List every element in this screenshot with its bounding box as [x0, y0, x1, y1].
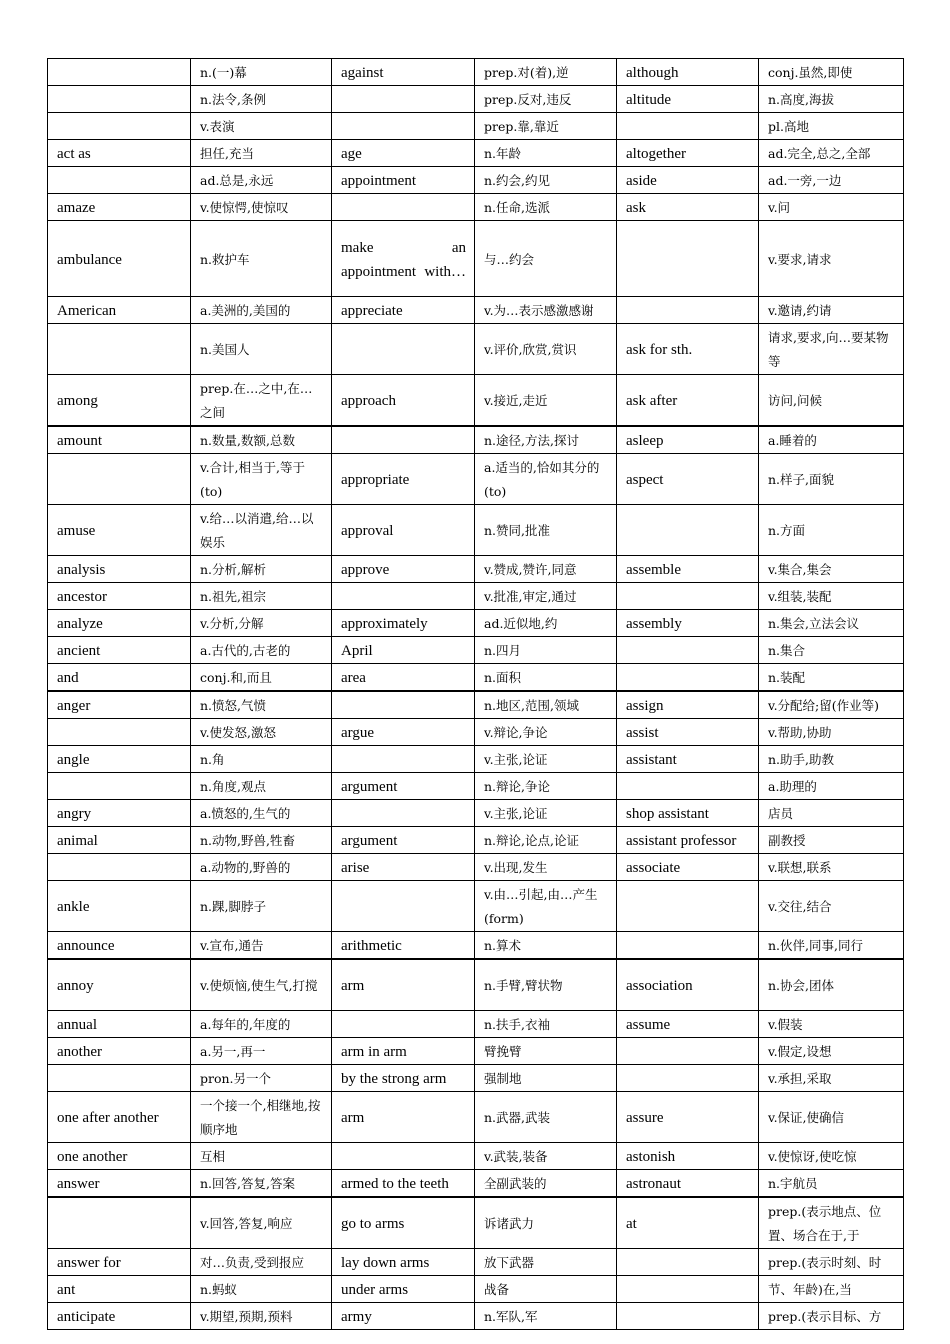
meaning-cell: v.给…以消遣,给…以娱乐	[191, 505, 332, 556]
word-cell: arm in arm	[332, 1037, 475, 1064]
word-cell	[332, 324, 475, 375]
word-cell: altitude	[617, 86, 759, 113]
meaning-cell: a.美洲的,美国的	[191, 297, 332, 324]
meaning-cell: a.助理的	[759, 773, 904, 800]
table-row	[48, 1064, 904, 1091]
meaning-cell: n.地区,范围,领域	[475, 691, 617, 719]
word-cell: amount	[48, 426, 191, 454]
word-cell: armed to the teeth	[332, 1169, 475, 1197]
word-cell: and	[48, 664, 191, 692]
table-row	[48, 1010, 904, 1037]
meaning-cell: v.主张,论证	[475, 800, 617, 827]
meaning-cell: conj.虽然,即使	[759, 59, 904, 86]
word-cell: aspect	[617, 454, 759, 505]
table-row	[48, 221, 904, 297]
meaning-cell: 臂挽臂	[475, 1037, 617, 1064]
word-cell: among	[48, 375, 191, 427]
meaning-cell: n.途径,方法,探讨	[475, 426, 617, 454]
meaning-cell: 诉诸武力	[475, 1197, 617, 1249]
word-cell: arithmetic	[332, 932, 475, 960]
word-cell: approach	[332, 375, 475, 427]
word-cell	[617, 297, 759, 324]
word-cell: assign	[617, 691, 759, 719]
word-cell: arm	[332, 959, 475, 1010]
table-row	[48, 773, 904, 800]
meaning-cell: n.蚂蚁	[191, 1275, 332, 1302]
meaning-cell: n.辩论,争论	[475, 773, 617, 800]
word-cell: approximately	[332, 610, 475, 637]
meaning-cell: 店员	[759, 800, 904, 827]
table-row	[48, 1302, 904, 1329]
meaning-cell: n.踝,脚脖子	[191, 881, 332, 932]
table-row	[48, 583, 904, 610]
word-cell: another	[48, 1037, 191, 1064]
table-row	[48, 1248, 904, 1275]
meaning-cell: v.评价,欣赏,赏识	[475, 324, 617, 375]
word-cell	[617, 664, 759, 692]
meaning-cell: 战备	[475, 1275, 617, 1302]
word-cell	[48, 773, 191, 800]
meaning-cell: n.面积	[475, 664, 617, 692]
meaning-cell: 节、年龄)在,当	[759, 1275, 904, 1302]
meaning-cell: n.扶手,衣袖	[475, 1010, 617, 1037]
word-cell: analysis	[48, 556, 191, 583]
meaning-cell: n.协会,团体	[759, 959, 904, 1010]
meaning-cell: ad.总是,永远	[191, 167, 332, 194]
word-cell: animal	[48, 827, 191, 854]
meaning-cell: v.要求,请求	[759, 221, 904, 297]
word-cell: angry	[48, 800, 191, 827]
word-cell: assistant	[617, 746, 759, 773]
word-cell: assure	[617, 1091, 759, 1142]
meaning-cell: 放下武器	[475, 1248, 617, 1275]
word-cell: approve	[332, 556, 475, 583]
word-cell	[48, 86, 191, 113]
word-cell: altogether	[617, 140, 759, 167]
word-cell: American	[48, 297, 191, 324]
table-row	[48, 426, 904, 454]
word-cell	[332, 1142, 475, 1169]
meaning-cell: n.助手,助教	[759, 746, 904, 773]
meaning-cell: v.假装	[759, 1010, 904, 1037]
meaning-cell: a.适当的,恰如其分的(to)	[475, 454, 617, 505]
table-row	[48, 454, 904, 505]
meaning-cell: v.使惊讶,使吃惊	[759, 1142, 904, 1169]
meaning-cell: v.分析,分解	[191, 610, 332, 637]
meaning-cell: prep.(表示时刻、时	[759, 1248, 904, 1275]
word-cell	[332, 113, 475, 140]
meaning-cell: v.使烦恼,使生气,打搅	[191, 959, 332, 1010]
word-cell: answer for	[48, 1248, 191, 1275]
word-cell: act as	[48, 140, 191, 167]
meaning-cell: n.回答,答复,答案	[191, 1169, 332, 1197]
meaning-cell: v.假定,设想	[759, 1037, 904, 1064]
meaning-cell: v.出现,发生	[475, 854, 617, 881]
meaning-cell: n.愤怒,气愤	[191, 691, 332, 719]
table-row	[48, 113, 904, 140]
word-cell: arm	[332, 1091, 475, 1142]
vocabulary-page	[47, 58, 903, 1330]
word-cell	[332, 426, 475, 454]
meaning-cell: 一个接一个,相继地,按顺序地	[191, 1091, 332, 1142]
meaning-cell: n.集合	[759, 637, 904, 664]
meaning-cell: v.宣布,通告	[191, 932, 332, 960]
word-cell	[332, 881, 475, 932]
word-cell: anger	[48, 691, 191, 719]
word-cell	[617, 1064, 759, 1091]
word-cell: ancestor	[48, 583, 191, 610]
table-row	[48, 719, 904, 746]
meaning-cell: v.帮助,协助	[759, 719, 904, 746]
word-cell: argument	[332, 827, 475, 854]
table-row	[48, 167, 904, 194]
word-cell	[332, 583, 475, 610]
word-cell: ant	[48, 1275, 191, 1302]
meaning-cell: n.装配	[759, 664, 904, 692]
word-cell: one another	[48, 1142, 191, 1169]
table-row	[48, 1197, 904, 1249]
word-cell: April	[332, 637, 475, 664]
table-row	[48, 854, 904, 881]
word-cell: ask after	[617, 375, 759, 427]
word-cell: against	[332, 59, 475, 86]
meaning-cell: n.武器,武装	[475, 1091, 617, 1142]
table-row	[48, 691, 904, 719]
word-cell	[617, 881, 759, 932]
word-cell	[617, 637, 759, 664]
word-cell: at	[617, 1197, 759, 1249]
word-cell: ask	[617, 194, 759, 221]
word-cell	[48, 719, 191, 746]
word-cell	[48, 324, 191, 375]
word-cell	[332, 691, 475, 719]
word-cell	[332, 194, 475, 221]
meaning-cell: n.样子,面貌	[759, 454, 904, 505]
meaning-cell: conj.和,而且	[191, 664, 332, 692]
word-cell	[48, 854, 191, 881]
word-cell: make an appointment with…	[332, 221, 475, 297]
word-cell	[617, 1302, 759, 1329]
meaning-cell: v.回答,答复,响应	[191, 1197, 332, 1249]
meaning-cell: n.任命,选派	[475, 194, 617, 221]
meaning-cell: n.救护车	[191, 221, 332, 297]
word-cell: under arms	[332, 1275, 475, 1302]
meaning-cell: n.伙伴,同事,同行	[759, 932, 904, 960]
meaning-cell: a.每年的,年度的	[191, 1010, 332, 1037]
word-cell	[617, 773, 759, 800]
meaning-cell: v.交往,结合	[759, 881, 904, 932]
meaning-cell: v.由…引起,由…产生(form)	[475, 881, 617, 932]
word-cell	[617, 1248, 759, 1275]
meaning-cell: n.美国人	[191, 324, 332, 375]
meaning-cell: n.数量,数额,总数	[191, 426, 332, 454]
meaning-cell: n.军队,军	[475, 1302, 617, 1329]
meaning-cell: a.动物的,野兽的	[191, 854, 332, 881]
word-cell: arise	[332, 854, 475, 881]
word-cell	[617, 1275, 759, 1302]
word-cell	[48, 454, 191, 505]
word-cell: assist	[617, 719, 759, 746]
meaning-cell: 全副武装的	[475, 1169, 617, 1197]
table-row	[48, 827, 904, 854]
table-row	[48, 1142, 904, 1169]
word-cell: annual	[48, 1010, 191, 1037]
meaning-cell: v.为…表示感激感谢	[475, 297, 617, 324]
meaning-cell: prep.(表示目标、方	[759, 1302, 904, 1329]
meaning-cell: n.祖先,祖宗	[191, 583, 332, 610]
meaning-cell: a.睡着的	[759, 426, 904, 454]
meaning-cell: v.期望,预期,预料	[191, 1302, 332, 1329]
word-cell: aside	[617, 167, 759, 194]
word-cell: announce	[48, 932, 191, 960]
meaning-cell: 强制地	[475, 1064, 617, 1091]
meaning-cell: v.合计,相当于,等于(to)	[191, 454, 332, 505]
word-cell: appropriate	[332, 454, 475, 505]
meaning-cell: v.联想,联系	[759, 854, 904, 881]
meaning-cell: v.承担,采取	[759, 1064, 904, 1091]
meaning-cell: v.表演	[191, 113, 332, 140]
meaning-cell: v.批准,审定,通过	[475, 583, 617, 610]
word-cell	[617, 221, 759, 297]
table-row	[48, 932, 904, 960]
meaning-cell: n.赞同,批准	[475, 505, 617, 556]
word-cell: argue	[332, 719, 475, 746]
meaning-cell: 副教授	[759, 827, 904, 854]
meaning-cell: n.方面	[759, 505, 904, 556]
word-cell: ask for sth.	[617, 324, 759, 375]
word-cell: one after another	[48, 1091, 191, 1142]
word-cell	[332, 1010, 475, 1037]
word-cell: assembly	[617, 610, 759, 637]
table-row	[48, 297, 904, 324]
meaning-cell: ad.完全,总之,全部	[759, 140, 904, 167]
meaning-cell: v.主张,论证	[475, 746, 617, 773]
table-row	[48, 375, 904, 427]
meaning-cell: n.角度,观点	[191, 773, 332, 800]
meaning-cell: n.宇航员	[759, 1169, 904, 1197]
word-cell: age	[332, 140, 475, 167]
word-cell: appreciate	[332, 297, 475, 324]
word-cell	[48, 167, 191, 194]
word-cell	[617, 932, 759, 960]
word-cell: go to arms	[332, 1197, 475, 1249]
meaning-cell: 与…约会	[475, 221, 617, 297]
meaning-cell: ad.一旁,一边	[759, 167, 904, 194]
word-cell	[617, 113, 759, 140]
meaning-cell: v.使发怒,激怒	[191, 719, 332, 746]
word-cell: asleep	[617, 426, 759, 454]
word-cell: shop assistant	[617, 800, 759, 827]
word-cell: astronaut	[617, 1169, 759, 1197]
meaning-cell: 互相	[191, 1142, 332, 1169]
meaning-cell: v.集合,集会	[759, 556, 904, 583]
word-cell	[617, 505, 759, 556]
meaning-cell: n.四月	[475, 637, 617, 664]
table-row	[48, 1275, 904, 1302]
meaning-cell: prep.对(着),逆	[475, 59, 617, 86]
word-cell: although	[617, 59, 759, 86]
table-row	[48, 1091, 904, 1142]
word-cell: angle	[48, 746, 191, 773]
word-cell: answer	[48, 1169, 191, 1197]
table-row	[48, 324, 904, 375]
word-cell	[48, 1197, 191, 1249]
table-row	[48, 140, 904, 167]
word-cell: annoy	[48, 959, 191, 1010]
meaning-cell: n.年龄	[475, 140, 617, 167]
meaning-cell: v.赞成,赞许,同意	[475, 556, 617, 583]
meaning-cell: a.愤怒的,生气的	[191, 800, 332, 827]
word-cell: ambulance	[48, 221, 191, 297]
meaning-cell: n.辩论,论点,论证	[475, 827, 617, 854]
meaning-cell: n.法令,条例	[191, 86, 332, 113]
meaning-cell: n.角	[191, 746, 332, 773]
word-cell	[617, 583, 759, 610]
meaning-cell: v.邀请,约请	[759, 297, 904, 324]
word-cell: assume	[617, 1010, 759, 1037]
word-cell: army	[332, 1302, 475, 1329]
word-cell: by the strong arm	[332, 1064, 475, 1091]
table-row	[48, 556, 904, 583]
meaning-cell: 担任,充当	[191, 140, 332, 167]
word-cell	[48, 59, 191, 86]
table-row	[48, 881, 904, 932]
word-cell: area	[332, 664, 475, 692]
word-cell: appointment	[332, 167, 475, 194]
meaning-cell: n.算术	[475, 932, 617, 960]
word-cell: analyze	[48, 610, 191, 637]
table-row	[48, 505, 904, 556]
meaning-cell: n.动物,野兽,牲畜	[191, 827, 332, 854]
word-cell: amaze	[48, 194, 191, 221]
vocabulary-table	[47, 58, 904, 1330]
meaning-cell: v.问	[759, 194, 904, 221]
table-row	[48, 664, 904, 692]
table-row	[48, 610, 904, 637]
meaning-cell: 访问,问候	[759, 375, 904, 427]
word-cell	[48, 113, 191, 140]
meaning-cell: n.集会,立法会议	[759, 610, 904, 637]
word-cell: association	[617, 959, 759, 1010]
meaning-cell: prep.靠,靠近	[475, 113, 617, 140]
word-cell: lay down arms	[332, 1248, 475, 1275]
table-row	[48, 59, 904, 86]
word-cell: argument	[332, 773, 475, 800]
meaning-cell: v.武装,装备	[475, 1142, 617, 1169]
table-row	[48, 1169, 904, 1197]
table-row	[48, 800, 904, 827]
meaning-cell: prep.反对,违反	[475, 86, 617, 113]
meaning-cell: n.高度,海拔	[759, 86, 904, 113]
meaning-cell: n.(一)幕	[191, 59, 332, 86]
meaning-cell: a.古代的,古老的	[191, 637, 332, 664]
table-row	[48, 746, 904, 773]
meaning-cell: pron.另一个	[191, 1064, 332, 1091]
meaning-cell: ad.近似地,约	[475, 610, 617, 637]
meaning-cell: 请求,要求,向…要某物等	[759, 324, 904, 375]
meaning-cell: n.手臂,臂状物	[475, 959, 617, 1010]
meaning-cell: v.辩论,争论	[475, 719, 617, 746]
word-cell: ancient	[48, 637, 191, 664]
meaning-cell: v.使惊愕,使惊叹	[191, 194, 332, 221]
meaning-cell: v.组装,装配	[759, 583, 904, 610]
word-cell: assistant professor	[617, 827, 759, 854]
meaning-cell: v.保证,使确信	[759, 1091, 904, 1142]
meaning-cell: n.约会,约见	[475, 167, 617, 194]
word-cell: assemble	[617, 556, 759, 583]
meaning-cell: 对…负责,受到报应	[191, 1248, 332, 1275]
word-cell: astonish	[617, 1142, 759, 1169]
word-cell	[332, 800, 475, 827]
word-cell: amuse	[48, 505, 191, 556]
meaning-cell: n.分析,解析	[191, 556, 332, 583]
word-cell: anticipate	[48, 1302, 191, 1329]
word-cell: ankle	[48, 881, 191, 932]
word-cell	[332, 86, 475, 113]
table-row	[48, 194, 904, 221]
meaning-cell: pl.高地	[759, 113, 904, 140]
word-cell: approval	[332, 505, 475, 556]
meaning-cell: prep.在…之中,在…之间	[191, 375, 332, 427]
table-row	[48, 86, 904, 113]
table-row	[48, 637, 904, 664]
meaning-cell: v.分配给;留(作业等)	[759, 691, 904, 719]
meaning-cell: a.另一,再一	[191, 1037, 332, 1064]
word-cell	[332, 746, 475, 773]
word-cell	[48, 1064, 191, 1091]
table-row	[48, 959, 904, 1010]
meaning-cell: prep.(表示地点、位置、场合在于,于	[759, 1197, 904, 1249]
table-row	[48, 1037, 904, 1064]
word-cell	[617, 1037, 759, 1064]
word-cell: associate	[617, 854, 759, 881]
meaning-cell: v.接近,走近	[475, 375, 617, 427]
